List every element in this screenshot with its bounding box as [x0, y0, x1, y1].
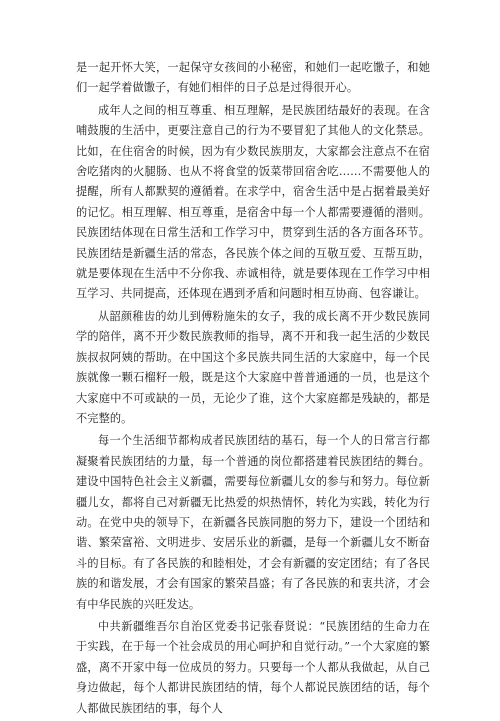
- paragraph-5: 中共新疆维吾尔自治区党委书记张春贤说：“民族团结的生命力在于实践，在于每一个社会成员的用心呵护和自觉行动。”一个大家庭的繁盛，离不开家中每一位成员的努力。只要每一个人都从我做起，从自己身边做起，每个人都讲民族团结的情，每个人都说民族团结的话，每个人都做民族团结的事，每个人: [76, 619, 430, 715]
- paragraph-4: 每一个生活细节都构成者民族团结的基石，每一个人的日常言行都凝聚着民族团结的力量，每一个普通的岗位都搭建着民族团结的舞台。建设中国特色社会主义新疆，需要每位新疆儿女的参与和努力。每位新疆儿女，都将自己对新疆无比热爱的炽热情怀，转化为实践，转化为行动。在党中央的领导下，在新疆各民族同胞的努力下，建设一个团结和谐、繁荣富裕、文明进步、安居乐业的新疆，是每一个新疆儿女不断奋斗的目标。有了各民族的和睦相处，才会有新疆的安定团结；有了各民族的和谐发展，才会有国家的繁荣昌盛；有了各民族的和衷共济，才会有中华民族的兴旺发达。: [76, 434, 430, 611]
- paragraph-3: 从韶颜稚齿的幼儿到傅粉施朱的女子，我的成长离不开少数民族同学的陪伴，离不开少数民族教师的指导，离不开和我一起生活的少数民族叔叔阿姨的帮助。在中国这个多民族共同生活的大家庭中，每一个民族就像一颗石榴籽一般，既是这个大家庭中普普通通的一员，也是这个大家庭中不可或缺的一员，无论少了谁，这个大家庭都是残缺的，都是不完整的。: [76, 309, 430, 425]
- paragraph-2: 成年人之间的相互尊重、相互理解，是民族团结最好的表现。在含哺鼓腹的生活中，更要注意自己的行为不要冒犯了其他人的文化禁忌。比如，在住宿舍的时候，因为有少数民族朋友，大家都会注意点不在宿舍吃猪肉的火腿肠、也从不将食堂的饭菜带回宿舍吃……不需要他人的提醒，所有人都默契的遵循着。在求学中，宿舍生活中是占据着最美好的记忆。相互理解、相互尊重，是宿舍中每一个人都需要遵循的潜则。民族团结体现在日常生活和工作学习中，贯穿到生活的各方面各环节。民族团结是新疆生活的常态，各民族个体之间的互敬互爱、互帮互助，就是要体现在生活中不分你我、赤诚相待，就是要体现在工作学习中相互学习、共同提高，还体现在遇到矛盾和问题时相互协商、包容谦让。: [76, 103, 430, 301]
- document-page: [76, 58, 430, 721]
- paragraph-1: 是一起开怀大笑，一起保守女孩间的小秘密，和她们一起吃馓子，和她们一起学着做馓子，有她们相伴的日子总是过得很开心。: [76, 61, 430, 95]
